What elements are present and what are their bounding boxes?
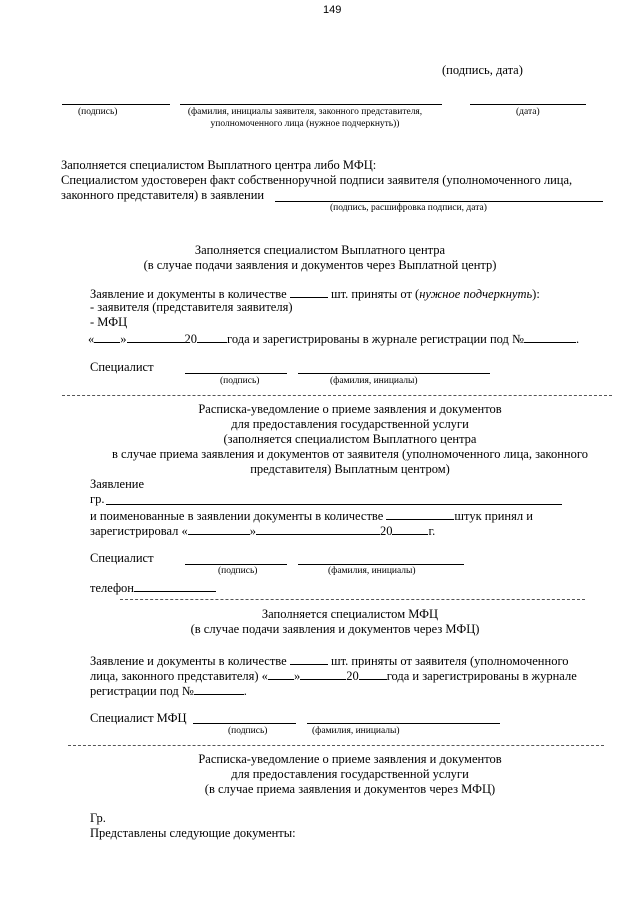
- mfc-count-field[interactable]: [290, 652, 328, 665]
- receipt1-name-line[interactable]: [298, 564, 464, 565]
- mfc-l2b: »: [293, 669, 301, 683]
- mfc-line-3: [90, 682, 247, 699]
- vc-p1b: шт. приняты от (: [330, 287, 420, 301]
- mfc-title-2: (в случае подачи заявления и документов через МФЦ): [190, 622, 480, 636]
- vc-year-field[interactable]: [197, 330, 227, 343]
- date-line: [470, 104, 586, 105]
- receipt1-p-a: и поименованные в заявлении документы в количестве: [90, 509, 384, 523]
- name-line: [180, 104, 442, 105]
- receipt1-cap-sign: (подпись): [218, 566, 258, 576]
- receipt1-specialist: Специалист: [90, 551, 154, 565]
- page-number: 149: [323, 4, 342, 16]
- receipt1-year-field[interactable]: [392, 522, 428, 535]
- separator-2: [120, 599, 585, 600]
- vc-specialist-label: Специалист: [90, 360, 154, 374]
- vc-p1a: Заявление и документы в количестве: [90, 287, 287, 301]
- caption-date: (дата): [516, 107, 540, 117]
- mfc-l1a: Заявление и документы в количестве: [90, 654, 287, 668]
- receipt1-gr: гр.: [90, 492, 105, 506]
- receipt1-reg-a: зарегистрировал «: [90, 524, 188, 538]
- receipt1-month-field[interactable]: [256, 522, 380, 535]
- mfc-l2d: года и зарегистрированы в журнале: [386, 669, 577, 683]
- verify-line-2: Специалистом удостоверен факт собственноручной подписи заявителя (уполномоченного лица,: [61, 173, 573, 187]
- receipt1-p-b: штук принял и: [454, 509, 533, 523]
- vc-quote-open: «: [88, 332, 95, 346]
- separator-1: [62, 395, 612, 396]
- vc-p1c: нужное подчеркнуть: [419, 287, 533, 301]
- receipt1-sign-line[interactable]: [185, 564, 287, 565]
- verify-caption: (подпись, расшифровка подписи, дата): [330, 203, 487, 213]
- verify-line-3: законного представителя) в заявлении: [61, 188, 265, 202]
- receipt2-title-1: Расписка-уведомление о приеме заявления и документов: [198, 752, 502, 766]
- receipt1-title-1: Расписка-уведомление о приеме заявления и документов: [198, 402, 502, 416]
- vc-option-2[interactable]: - МФЦ: [90, 315, 128, 329]
- mfc-name-line[interactable]: [307, 723, 500, 724]
- vc-name-line[interactable]: [298, 373, 490, 374]
- receipt1-gr-line[interactable]: [106, 504, 562, 505]
- receipt1-day-field[interactable]: [188, 522, 250, 535]
- vc-quote-close: »: [120, 332, 127, 346]
- receipt1-count-field[interactable]: [386, 507, 454, 520]
- sign-date-caption: (подпись, дата): [442, 63, 523, 77]
- vc-option-1[interactable]: - заявителя (представителя заявителя): [90, 300, 293, 314]
- vc-title-2: (в случае подачи заявления и документов через Выплатной центр): [143, 258, 497, 272]
- receipt1-g: г.: [428, 524, 436, 538]
- receipt2-docs: Представлены следующие документы:: [90, 826, 296, 840]
- vc-sign-line[interactable]: [185, 373, 287, 374]
- caption-name-1: (фамилия, инициалы заявителя, законного представителя,: [187, 107, 423, 117]
- mfc-specialist: Специалист МФЦ: [90, 711, 187, 725]
- vc-date-line: « » 20 года и зарегистрированы в журнале регистрации под № .: [88, 332, 580, 346]
- sign-line: [62, 104, 170, 105]
- receipt1-zayavlenie: Заявление: [90, 477, 145, 491]
- vc-year-prefix: 20: [184, 332, 197, 346]
- separator-3: [68, 745, 604, 746]
- mfc-cap-sign: (подпись): [228, 726, 268, 736]
- verify-signature-line: [275, 201, 603, 202]
- receipt1-title-4: в случае приема заявления и документов от заявителя (уполномоченного лица, законного: [112, 447, 588, 461]
- mfc-l3a: регистрации под №: [90, 684, 194, 698]
- receipt1-reg-b: »: [249, 524, 256, 538]
- receipt2-title-2: для предоставления государственной услуги: [231, 767, 469, 781]
- vc-title-1: Заполняется специалистом Выплатного центра: [194, 243, 446, 257]
- receipt2-gr: Гр.: [90, 811, 106, 825]
- receipt2-title-3: (в случае приема заявления и документов через МФЦ): [204, 782, 496, 796]
- mfc-year-prefix: 20: [346, 669, 359, 683]
- receipt1-year-prefix: 20: [379, 524, 393, 538]
- caption-sign: (подпись): [78, 107, 118, 117]
- mfc-l3b: .: [243, 684, 247, 698]
- vc-month-field[interactable]: [127, 330, 185, 343]
- receipt1-phone-label: телефон: [90, 581, 134, 595]
- receipt1-phone-field[interactable]: [134, 579, 216, 592]
- receipt1-phone: [90, 579, 216, 596]
- mfc-month-field[interactable]: [300, 667, 346, 680]
- vc-quantity-field[interactable]: [290, 285, 328, 298]
- mfc-year-field[interactable]: [359, 667, 387, 680]
- vc-reg-number-field[interactable]: [524, 330, 576, 343]
- mfc-title-1: Заполняется специалистом МФЦ: [261, 607, 439, 621]
- vc-p1d: ):: [532, 287, 540, 301]
- mfc-cap-name: (фамилия, инициалы): [312, 726, 400, 736]
- mfc-day-field[interactable]: [268, 667, 294, 680]
- mfc-reg-number-field[interactable]: [194, 682, 244, 695]
- receipt1-title-3: (заполняется специалистом Выплатного центра: [223, 432, 477, 446]
- receipt1-title-5: представителя) Выплатным центром): [250, 462, 450, 476]
- mfc-sign-line[interactable]: [193, 723, 296, 724]
- receipt1-title-2: для предоставления государственной услуги: [231, 417, 469, 431]
- mfc-l2a: лица, законного представителя) «: [90, 669, 268, 683]
- vc-reg-text: года и зарегистрированы в журнале регистрации под №: [227, 332, 524, 346]
- receipt1-reg: [90, 522, 435, 539]
- verify-line-1: Заполняется специалистом Выплатного центра либо МФЦ:: [61, 158, 377, 172]
- vc-caption-sign: (подпись): [220, 376, 260, 386]
- vc-caption-name: (фамилия, инициалы): [330, 376, 418, 386]
- vc-day-field[interactable]: [94, 330, 120, 343]
- receipt1-cap-name: (фамилия, инициалы): [328, 566, 416, 576]
- mfc-l1b: шт. приняты от заявителя (уполномоченного: [330, 654, 569, 668]
- caption-name-2: уполномоченного лица (нужное подчеркнуть)): [210, 119, 400, 129]
